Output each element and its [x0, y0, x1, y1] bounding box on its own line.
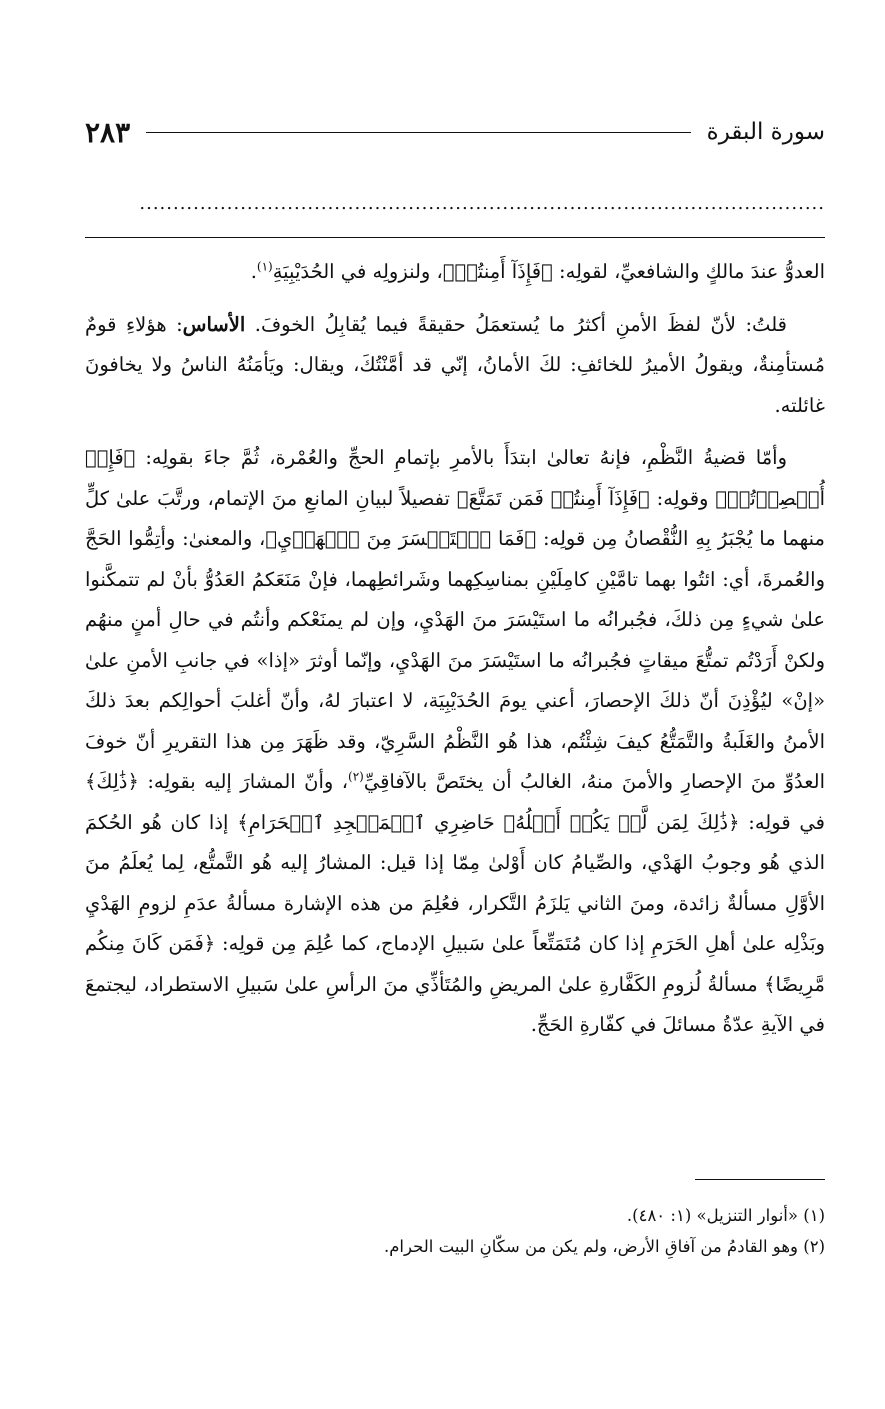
header-rule [146, 132, 691, 133]
paragraph-1 [85, 252, 825, 293]
footnote-rule [695, 1179, 825, 1180]
main-text [85, 252, 825, 1058]
paragraph-3 [85, 438, 825, 1046]
paragraph-3-text-a: وأمّا قضيةُ النَّظْمِ، فإنهُ تعالىٰ ابتدَأَ بالأمرِ بإتمامِ الحجِّ والعُمْرة، ثُمَّ جاءَ بقولِه: ﴿فَإِنۡ أُحۡصِرۡتُمۡ﴾ وقولِه: ﴿فَإِذَآ أَمِنتُمۡ فَمَن تَمَتَّعَ﴾ تفصيلاً لبيانِ المانعِ منَ الإتمام، ورتَّبَ علىٰ كلٍّ منهما ما يُجْبَرُ بِهِ النُّقْصانُ مِن قولِه: ﴿فَمَا ٱسۡتَيۡسَرَ مِنَ ٱلۡهَدۡيِ﴾، والمعنىٰ: وأتِمُّوا الحَجَّ والعُمرةَ، أي: ائتُوا بهما تامَّيْنِ كامِلَيْنِ بمناسِكِهما وشَرائطِهما، فإنْ مَنَعَكمُ العَدُوُّ بأنْ لم تتمكَّنوا علىٰ شيءٍ مِن ذلكَ، فجُبرانُه ما استَيْسَرَ منَ الهَدْيِ، وإن لم يمنَعْكم وأنتُم في حالِ أمنٍ منهُم ولكنْ أَرَدْتُم تمتُّعَ ميقاتٍ فجُبرانُه ما استَيْسَرَ منَ الهَدْيِ، وإنّما أوثرَ «إذا» في جانبِ الأمنِ علىٰ «إنْ» ليُؤْذِنَ أنّ ذلكَ الإحصارَ، أعني يومَ الحُدَيْبِيَة، لا اعتبارَ لهُ، وأنّ أغلبَ أحوالِكم بعدَ ذلكَ الأمنُ والغَلَبةُ والتَّمَتُّعُ كيفَ شِئْتُم، هذا هُو النَّظْمُ السَّرِيّ، وقد ظَهَرَ مِن هذا التقريرِ أنّ خوفَ العدُوِّ منَ الإحصارِ والأمنَ منهُ، الغالبُ أن يختَصَّ بالآفاقِيِّ [85, 446, 825, 793]
footnotes [85, 1200, 825, 1262]
paragraph-2 [85, 305, 825, 427]
paragraph-1-end: . [250, 260, 257, 283]
source-name-asas: الأساس [182, 312, 246, 336]
page-header [85, 112, 825, 152]
footnote-ref-2[interactable]: (٢) [348, 769, 364, 784]
footnote-1: (١) «أنوار التنزيل» (١: ٤٨٠). [626, 1206, 825, 1225]
paragraph-2-text-c: : هؤلاءِ قومٌ مُستأمِنةٌ، ويقولُ الأميرُ للخائفِ: لكَ الأمانُ، إنّي قد أمَّنْتُكَ، ويقال: ويَأمَنُهُ الناسُ ولا يخافونَ غائلته. [85, 312, 825, 417]
footnote-2: (٢) وهو القادمُ من آفاقِ الأرض، ولم يكن من سكّانِ البيت الحرام. [383, 1237, 825, 1256]
page-number: ٢٨٣ [85, 115, 131, 149]
omission-dots: ...................................................................................................... [139, 193, 825, 214]
paragraph-1-text: العدوُّ عندَ مالكٍ والشافعيِّ، لقولِه: ﴿فَإِذَآ أَمِنتُمۡ﴾، ولنزولِه في الحُدَيْبِيَةِ [272, 260, 825, 283]
footnote-ref-1[interactable]: (١) [256, 259, 273, 274]
top-rule [85, 237, 825, 238]
paragraph-3-text-b: ، وأنّ المشارَ إليه بقولِه: ﴿ذَٰلِكَ﴾ في قولِه: ﴿ذَٰلِكَ لِمَن لَّمۡ يَكُنۡ أَهۡلُهُۥ حَاضِرِي ٱلۡمَسۡجِدِ ٱلۡحَرَامِ﴾ إذا كان هُو الحُكمَ الذي هُو وجوبُ الهَدْي، والصِّيامُ كان أَوْلىٰ مِمّا إذا قيل: المشارُ إليه هُو التَّمتُّع، لِما يُعلَمُ منَ الأوَّلِ مسألةٌ زائدة، ومنَ الثاني يَلزَمُ التَّكرار، فعُلِمَ من هذه الإشارة مسألةُ عدَمِ لزومِ الهَدْيِ وبَذْلِه علىٰ أهلِ الحَرَمِ إذا كان مُتَمَتِّعاً علىٰ سَبيلِ الإدماج، كما عُلِمَ مِن قولِه: ﴿فَمَن كَانَ مِنكُم مَّرِيضًا﴾ مسألةُ لُزومِ الكَفَّارةِ علىٰ المريضِ والمُتَأذِّي منَ الرأسِ علىٰ سَبيلِ الاستطراد، ليجتمعَ في الآيةِ عدّةُ مسائلَ في كفّارةِ الحَجِّ. [85, 770, 825, 1036]
surah-title: سورة البقرة [706, 119, 825, 145]
paragraph-2-text-a: قلتُ: لأنّ لفظَ الأمنِ أكثرُ ما يُستعمَلُ حقيقةً فيما يُقابِلُ الخوفَ. [245, 312, 787, 336]
